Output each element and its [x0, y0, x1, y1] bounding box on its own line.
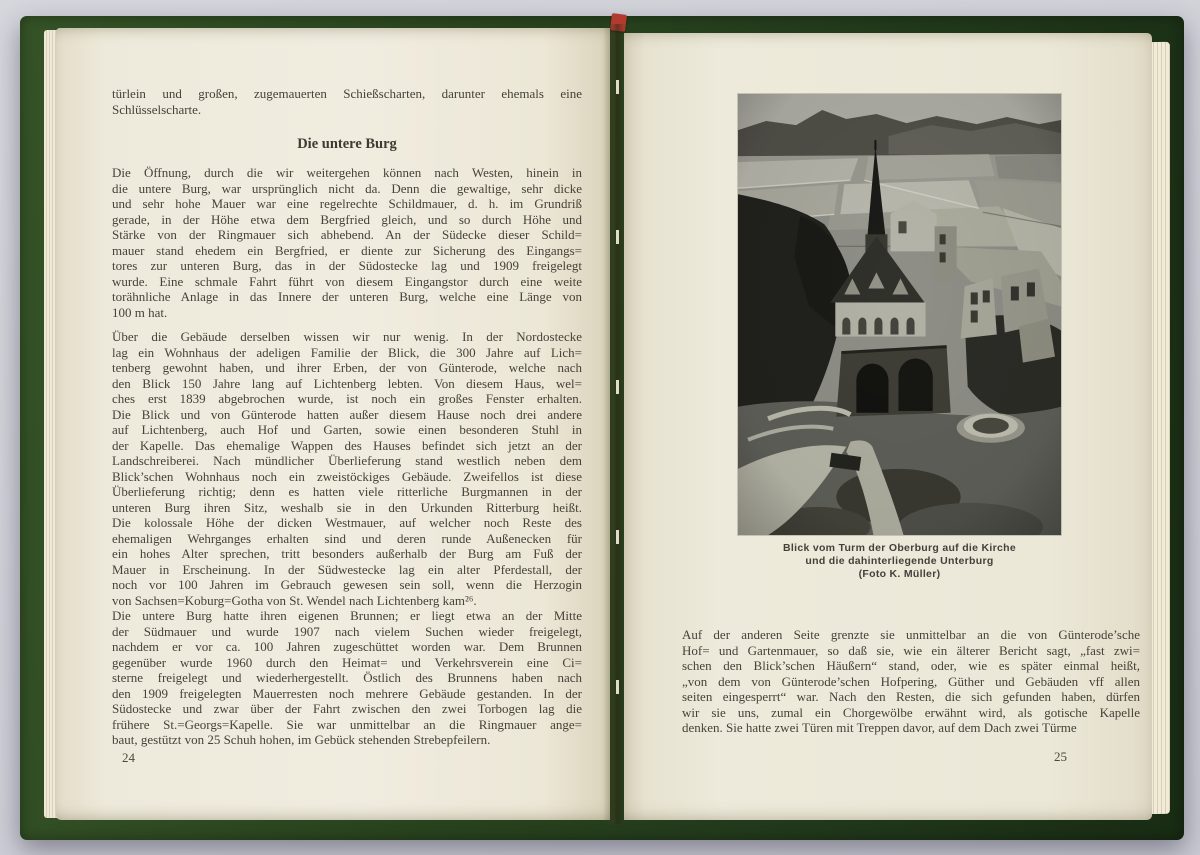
- right-page: [624, 33, 1152, 820]
- binding-stitches: [616, 80, 619, 780]
- right-paragraph: Auf der anderen Seite grenzte sie unmittelbar an die von Günterode’sche Hof= und Gartenmauer, so daß sie, wie ein älterer Bericht sagt, „fast zwi= schen den Blick’schen Häußern“ stand, oder, wie es später einmal heißt, „von dem von Günterode’schen Hofpering, Güther und Gebäuden vff allen seiten eingesperrt“ war. Nach den Resten, die sich gefunden haben, dürfen wir sie uns, zumal ein Chorgewölbe erwähnt wird, als gotische Kapelle denken. Sie hatte zwei Türen mit Treppen davor, auf dem Dach zwei Türme: [682, 627, 1140, 735]
- photo-caption: Blick vom Turm der Oberburg auf die Kirche und die dahinterliegende Unterburg (Foto K. Müller): [783, 542, 1016, 580]
- page-number-left: 24: [122, 750, 135, 765]
- intro-paragraph: türlein und großen, zugemauerten Schießscharten, darunter ehemals eine Schlüsselscharte.: [112, 86, 582, 117]
- paragraph-2: Über die Gebäude derselben wissen wir nur wenig. In der Nordostecke lag ein Wohnhaus der adeligen Familie der Blick, die 300 Jahre auf Lich= tenberg gewohnt haben, und ihrer Erben, der von Günterode, welche nach den Blick 150 Jahre lang auf Lichtenberg lebten. Von diesem Haus, wel= ches erst 1839 abgebrochen wurde, ist noch ein großes Fenster erhalten. Die Blick und von Günterode hatten außer diesem Hause noch drei andere auf Lichtenberg, auch Hof und Garten, sowie einen besonderen Stuhl in der Kapelle. Das ehemalige Wappen des Hauses befindet sich jetzt an der Landschreiberei. Nach mündlicher Überlieferung stand westlich neben dem Blick’schen Wohnhaus noch ein zweistöckiges Gebäude. Zweifellos ist diese Überlieferung richtig; denn es hatten viele ritterliche Burgmannen in der unteren Burg ihren Sitz, weshalb sie in den Urkunden Ritterburg heißt. Die kolossale Höhe der dicken Westmauer, auf welcher noch Reste des ehemaligen Wehrganges erhalten sind und deren runde Außenecken für ein hohes Alter sprechen, tritt besonders außerhalb der Burg am Fuß der Mauer in Erscheinung. In der Südwestecke lag ein alter Pferdestall, der noch vor 100 Jahren im Gebrauch gewesen sein soll, wenn die Herzogin von Sachsen=Koburg=Gotha von St. Wendel nach Lichtenberg kam²⁶.: [112, 329, 582, 608]
- paragraph-3: Die untere Burg hatte ihren eigenen Brunnen; er liegt etwa an der Mitte der Südmauer und wurde 1907 nach vielem Suchen wieder freigelegt, nachdem er vor ca. 100 Jahren zugeschüttet worden war. Dem Brunnen gegenüber wurde 1960 durch den Heimat= und Verkehrsverein eine Ci= sterne freigelegt und wiederhergestellt. Östlich des Brunnens haben nach den 1909 freigelegten Mauerresten noch mehrere Gebäude gestanden. In der Südostecke und zwar über der Fahrt zwischen den zwei Torbogen lag die frühere St.=Georgs=Kapelle. Sie war unmittelbar an die Ringmauer ange= baut, gestützt von 25 Schuh hohen, im Gebück stehenden Strebepfeilern.: [112, 608, 582, 747]
- section-heading: Die untere Burg: [297, 136, 397, 152]
- page-number-right: 25: [1054, 749, 1067, 764]
- paragraph-1: Die Öffnung, durch die wir weitergehen können nach Westen, hinein in die untere Burg, war ursprünglich nicht da. Denn die gewaltige, sehr dicke und sehr hohe Mauer war eine regelrechte Schildmauer, d. h. im Grundriß gerade, in der Höhe etwa dem Bergfried gleich, und so durch Höhe und Stärke von der Ringmauer sich abhebend. An der Südecke dieser Schild= mauer stand ehedem ein Bergfried, er diente zur Sicherung des Eingangs= tores zur unteren Burg, das in der Südostecke lag und 1909 freigelegt wurde. Eine schmale Fahrt führt von diesem Eingangstor durch eine weite torähnliche Anlage in das Innere der unteren Burg, welche eine Länge von 100 m hat.: [112, 165, 582, 320]
- aerial-photo: [738, 94, 1061, 535]
- left-page: [56, 28, 610, 820]
